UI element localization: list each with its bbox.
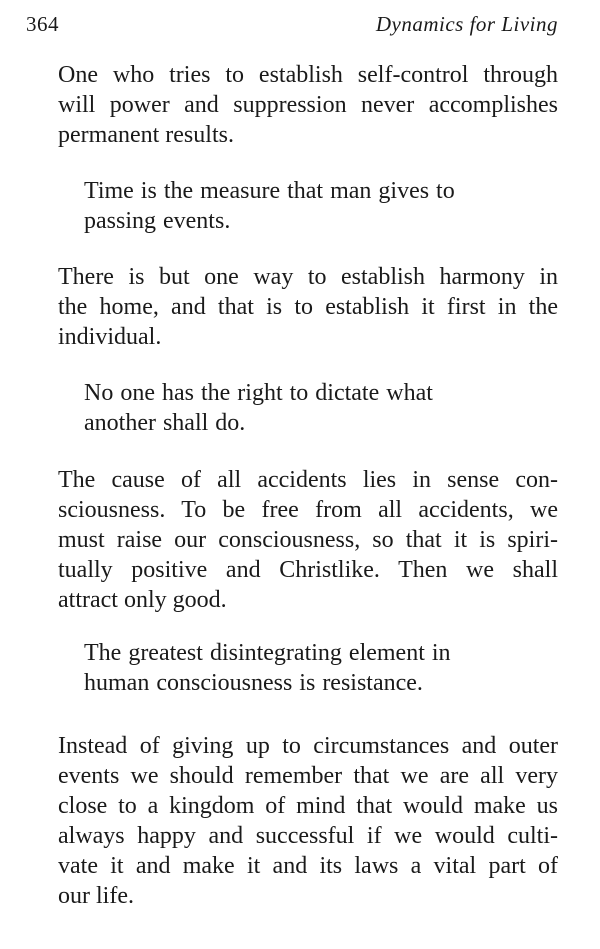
text-line: The cause of all accidents lies in sense con- <box>58 467 558 493</box>
text-line: events we should remember that we are all very <box>58 763 558 789</box>
paragraph-harmony <box>58 262 558 352</box>
text-line: close to a kingdom of mind that would make us <box>58 793 558 819</box>
page-number: 364 <box>26 12 59 36</box>
quote-resistance <box>84 638 544 698</box>
text-line: tually positive and Christlike. Then we shall <box>58 557 558 583</box>
text-line: One who tries to establish self-control through <box>58 62 558 88</box>
text-line: passing events. <box>84 208 231 234</box>
text-line: attract only good. <box>58 587 227 613</box>
text-line: There is but one way to establish harmony in <box>58 264 558 290</box>
quote-dictate <box>84 378 544 438</box>
text-line: Time is the measure that man gives to <box>84 178 455 204</box>
quote-time <box>84 176 544 236</box>
text-line: permanent results. <box>58 122 234 148</box>
paragraph-kingdom-of-mind <box>58 731 558 911</box>
text-line: The greatest disintegrating element in <box>84 640 451 666</box>
running-header <box>26 12 558 42</box>
text-line: sciousness. To be free from all accidents, we <box>58 497 558 523</box>
text-line: Instead of giving up to circumstances and outer <box>58 733 558 759</box>
text-line: must raise our consciousness, so that it is spiri- <box>58 527 558 553</box>
text-line: the home, and that is to establish it first in the <box>58 294 558 320</box>
text-line: individual. <box>58 324 162 350</box>
paragraph-self-control <box>58 60 558 150</box>
running-title: Dynamics for Living <box>375 12 558 36</box>
paragraph-accidents <box>58 465 558 615</box>
text-line: No one has the right to dictate what <box>84 380 433 406</box>
text-line: human consciousness is resistance. <box>84 670 423 696</box>
text-line: will power and suppression never accomplishes <box>58 92 558 118</box>
text-line: our life. <box>58 883 134 909</box>
text-line: always happy and successful if we would culti- <box>58 823 558 849</box>
text-line: vate it and make it and its laws a vital part of <box>58 853 558 879</box>
text-line: another shall do. <box>84 410 246 436</box>
